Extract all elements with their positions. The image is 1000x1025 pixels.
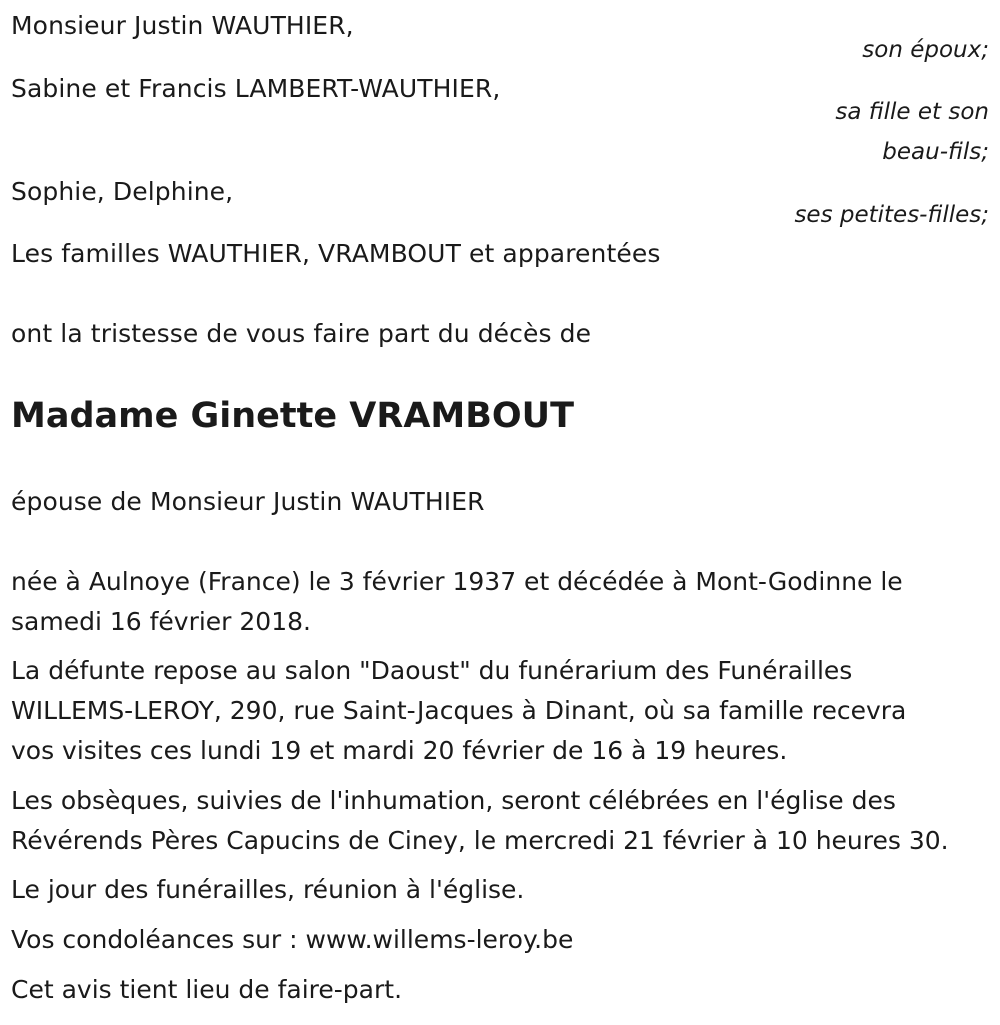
paragraph-line: La défunte repose au salon "Daoust" du funérarium des Funérailles [11,656,853,685]
paragraph-line: vos visites ces lundi 19 et mardi 20 février de 16 à 19 heures. [11,736,788,765]
funeral-paragraph [11,781,996,861]
paragraph-line: Cet avis tient lieu de faire-part. [11,975,403,1004]
family-member-daughter: Sabine et Francis LAMBERT-WAUTHIER, [11,74,501,103]
paragraph-line: Révérends Pères Capucins de Ciney, le mercredi 21 février à 10 heures 30. [11,826,949,855]
announcement-text: ont la tristesse de vous faire part du décès de [11,319,592,348]
paragraph-line: Vos condoléances sur : www.willems-leroy.be [11,925,574,954]
family-member-granddaughters: Sophie, Delphine, [11,177,234,206]
paragraph-line: Le jour des funérailles, réunion à l'église. [11,875,525,904]
birth-death-paragraph [11,562,996,642]
family-member-spouse: Monsieur Justin WAUTHIER, [11,11,354,40]
meeting-paragraph [11,870,996,910]
notice-paragraph [11,970,996,1010]
condolences-paragraph [11,920,996,960]
paragraph-line: WILLEMS-LEROY, 290, rue Saint-Jacques à Dinant, où sa famille recevra [11,696,907,725]
relation-daughter-line2: beau-fils; [882,139,989,165]
repose-paragraph [11,651,996,771]
spouse-line: épouse de Monsieur Justin WAUTHIER [11,487,485,516]
paragraph-line: Les obsèques, suivies de l'inhumation, seront célébrées en l'église des [11,786,896,815]
family-member-relatives: Les familles WAUTHIER, VRAMBOUT et apparentées [11,239,661,268]
relation-granddaughters: ses petites-filles; [794,202,989,228]
deceased-name: Madame Ginette VRAMBOUT [11,396,574,436]
relation-spouse: son époux; [862,37,989,63]
relation-daughter-line1: sa fille et son [835,99,989,125]
paragraph-line: née à Aulnoye (France) le 3 février 1937 et décédée à Mont-Godinne le [11,567,903,596]
paragraph-line: samedi 16 février 2018. [11,607,311,636]
